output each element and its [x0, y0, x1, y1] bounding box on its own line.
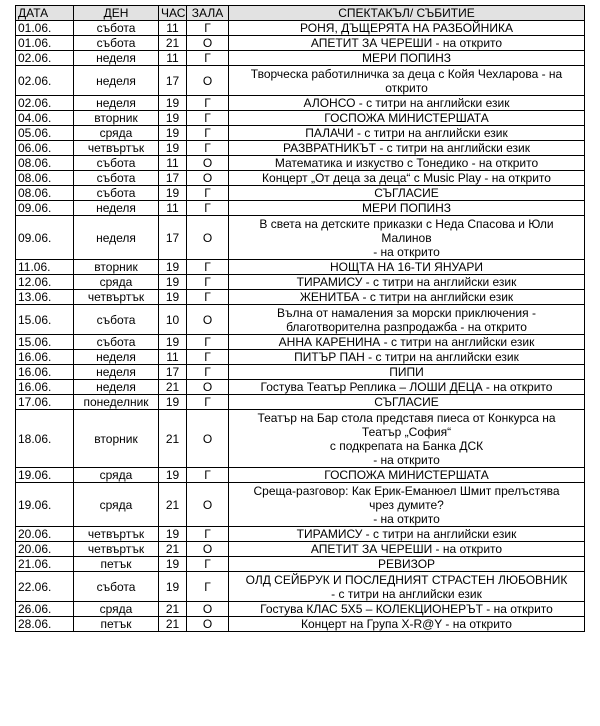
cell-day: петък: [74, 557, 159, 572]
cell-day: неделя: [74, 51, 159, 66]
cell-hall: О: [187, 483, 229, 527]
cell-event: [229, 21, 585, 36]
cell-day: четвъртък: [74, 542, 159, 557]
table-row: [16, 468, 585, 483]
cell-date: 26.06.: [16, 602, 74, 617]
cell-time: 19: [159, 141, 187, 156]
table-row: [16, 171, 585, 186]
table-row: [16, 380, 585, 395]
event-line: МЕРИ ПОПИНЗ: [361, 51, 452, 65]
cell-day: петък: [74, 617, 159, 632]
event-line: Театър „София“: [361, 424, 452, 439]
cell-time: 19: [159, 527, 187, 542]
cell-time: 11: [159, 51, 187, 66]
cell-event: [229, 527, 585, 542]
cell-hall: О: [187, 410, 229, 468]
header-row: [16, 6, 585, 21]
table-row: [16, 483, 585, 527]
cell-day: събота: [74, 36, 159, 51]
cell-time: 21: [159, 483, 187, 527]
cell-day: понеделник: [74, 395, 159, 410]
table-row: [16, 96, 585, 111]
cell-date: 12.06.: [16, 275, 74, 290]
cell-time: 19: [159, 290, 187, 305]
cell-time: 21: [159, 410, 187, 468]
cell-day: вторник: [74, 260, 159, 275]
cell-date: 01.06.: [16, 21, 74, 36]
cell-day: четвъртък: [74, 141, 159, 156]
cell-date: 15.06.: [16, 335, 74, 350]
table-row: [16, 602, 585, 617]
cell-date: 20.06.: [16, 527, 74, 542]
cell-day: събота: [74, 572, 159, 602]
cell-hall: Г: [187, 126, 229, 141]
cell-date: 09.06.: [16, 216, 74, 260]
cell-day: сряда: [74, 602, 159, 617]
cell-day: неделя: [74, 380, 159, 395]
event-line: открито: [385, 80, 428, 95]
cell-hall: О: [187, 602, 229, 617]
cell-time: 19: [159, 111, 187, 126]
cell-hall: Г: [187, 527, 229, 542]
cell-time: 21: [159, 36, 187, 51]
table-row: [16, 572, 585, 602]
table-row: [16, 350, 585, 365]
event-line: Гостува Театър Реплика – ЛОШИ ДЕЦА - на открито: [260, 380, 553, 394]
cell-day: вторник: [74, 111, 159, 126]
cell-date: 02.06.: [16, 66, 74, 96]
cell-date: 08.06.: [16, 171, 74, 186]
cell-time: 21: [159, 602, 187, 617]
table-row: [16, 410, 585, 468]
event-line: - на открито: [373, 511, 440, 526]
event-line: ПАЛАЧИ - с титри на английски език: [305, 126, 508, 140]
cell-event: [229, 483, 585, 527]
cell-day: сряда: [74, 483, 159, 527]
cell-date: 17.06.: [16, 395, 74, 410]
event-line: - на открито: [373, 452, 440, 467]
cell-date: 21.06.: [16, 557, 74, 572]
event-line: Малинов: [381, 230, 432, 245]
cell-day: неделя: [74, 201, 159, 216]
cell-time: 19: [159, 335, 187, 350]
table-row: [16, 290, 585, 305]
cell-hall: Г: [187, 186, 229, 201]
table-row: [16, 126, 585, 141]
cell-time: 17: [159, 171, 187, 186]
header-time: ЧАС: [159, 6, 187, 21]
cell-day: сряда: [74, 275, 159, 290]
event-line: ТИРАМИСУ - с титри на английски език: [296, 527, 517, 541]
header-event: СПЕКТАКЪЛ/ СЪБИТИЕ: [229, 6, 585, 21]
event-line: ПИПИ: [389, 365, 424, 379]
cell-time: 10: [159, 305, 187, 335]
event-line: АННА КАРЕНИНА - с титри на английски език: [278, 335, 535, 349]
cell-date: 01.06.: [16, 36, 74, 51]
cell-event: [229, 275, 585, 290]
cell-date: 15.06.: [16, 305, 74, 335]
cell-time: 19: [159, 468, 187, 483]
cell-event: [229, 111, 585, 126]
cell-time: 19: [159, 186, 187, 201]
table-row: [16, 186, 585, 201]
cell-event: [229, 96, 585, 111]
event-line: ЖЕНИТБА - с титри на английски език: [299, 290, 514, 304]
cell-hall: О: [187, 542, 229, 557]
event-line: Творческа работилничка за деца с Койя Чехларова - на: [250, 66, 563, 81]
cell-event: [229, 617, 585, 632]
schedule-body: [16, 21, 585, 632]
cell-date: 28.06.: [16, 617, 74, 632]
cell-hall: Г: [187, 275, 229, 290]
cell-date: 16.06.: [16, 350, 74, 365]
table-row: [16, 542, 585, 557]
event-line: Гостува КЛАС 5Х5 – КОЛЕКЦИОНЕРЪТ - на открито: [260, 602, 553, 616]
cell-day: неделя: [74, 96, 159, 111]
cell-hall: О: [187, 36, 229, 51]
cell-event: [229, 335, 585, 350]
table-row: [16, 305, 585, 335]
cell-date: 02.06.: [16, 51, 74, 66]
cell-time: 21: [159, 380, 187, 395]
event-line: ОЛД СЕЙБРУК И ПОСЛЕДНИЯТ СТРАСТЕН ЛЮБОВНИК: [245, 572, 568, 587]
cell-event: [229, 468, 585, 483]
event-line: - на открито: [373, 244, 440, 259]
cell-time: 11: [159, 156, 187, 171]
cell-event: [229, 365, 585, 380]
cell-event: [229, 395, 585, 410]
event-line: Математика и изкуство с Тонедико - на открито: [274, 156, 539, 170]
cell-hall: Г: [187, 395, 229, 410]
cell-time: 21: [159, 542, 187, 557]
cell-date: 02.06.: [16, 96, 74, 111]
cell-time: 11: [159, 201, 187, 216]
cell-date: 13.06.: [16, 290, 74, 305]
cell-hall: О: [187, 305, 229, 335]
event-line: - с титри на английски език: [331, 586, 482, 601]
table-row: [16, 335, 585, 350]
cell-hall: О: [187, 156, 229, 171]
cell-day: неделя: [74, 350, 159, 365]
cell-time: 11: [159, 21, 187, 36]
event-line: В света на детските приказки с Неда Спасова и Юли: [259, 216, 554, 231]
cell-time: 19: [159, 275, 187, 290]
cell-time: 19: [159, 260, 187, 275]
cell-day: събота: [74, 156, 159, 171]
cell-time: 21: [159, 617, 187, 632]
event-line: Концерт на Група X-R@Y - на открито: [301, 617, 512, 631]
cell-date: 20.06.: [16, 542, 74, 557]
cell-day: неделя: [74, 216, 159, 260]
cell-day: събота: [74, 186, 159, 201]
cell-time: 19: [159, 572, 187, 602]
event-line: СЪГЛАСИЕ: [374, 395, 439, 409]
cell-time: 19: [159, 96, 187, 111]
schedule-table: [15, 5, 585, 632]
cell-date: 11.06.: [16, 260, 74, 275]
cell-event: [229, 216, 585, 260]
cell-event: [229, 305, 585, 335]
cell-day: четвъртък: [74, 290, 159, 305]
table-row: [16, 66, 585, 96]
event-line: Театър на Бар стола представя пиеса от Конкурса на: [257, 410, 556, 425]
header-hall: ЗАЛА: [187, 6, 229, 21]
event-line: СЪГЛАСИЕ: [374, 186, 439, 200]
event-line: Концерт „От деца за деца“ с Music Play - на открито: [262, 171, 551, 185]
cell-day: неделя: [74, 66, 159, 96]
cell-hall: Г: [187, 572, 229, 602]
event-line: ГОСПОЖА МИНИСТЕРШАТА: [324, 111, 489, 125]
table-row: [16, 141, 585, 156]
cell-event: [229, 260, 585, 275]
cell-event: [229, 171, 585, 186]
cell-hall: О: [187, 66, 229, 96]
table-row: [16, 21, 585, 36]
cell-event: [229, 66, 585, 96]
cell-hall: Г: [187, 468, 229, 483]
table-row: [16, 617, 585, 632]
table-row: [16, 51, 585, 66]
cell-day: сряда: [74, 126, 159, 141]
cell-event: [229, 350, 585, 365]
table-row: [16, 156, 585, 171]
cell-hall: Г: [187, 365, 229, 380]
cell-time: 19: [159, 557, 187, 572]
cell-event: [229, 51, 585, 66]
event-line: НОЩТА НА 16-ТИ ЯНУАРИ: [330, 260, 483, 274]
header-day: ДЕН: [74, 6, 159, 21]
event-line: АПЕТИТ ЗА ЧЕРЕШИ - на открито: [310, 36, 503, 50]
cell-hall: Г: [187, 335, 229, 350]
cell-event: [229, 201, 585, 216]
cell-hall: Г: [187, 111, 229, 126]
cell-date: 04.06.: [16, 111, 74, 126]
cell-day: вторник: [74, 410, 159, 468]
cell-time: 17: [159, 216, 187, 260]
cell-hall: Г: [187, 51, 229, 66]
table-row: [16, 557, 585, 572]
cell-time: 19: [159, 126, 187, 141]
event-line: ПИТЪР ПАН - с титри на английски език: [294, 350, 519, 364]
cell-day: събота: [74, 21, 159, 36]
cell-time: 17: [159, 365, 187, 380]
cell-day: събота: [74, 335, 159, 350]
event-line: благотворителна разпродажба - на открито: [286, 319, 527, 334]
table-row: [16, 216, 585, 260]
cell-date: 05.06.: [16, 126, 74, 141]
event-line: с подкрепата на Банка ДСК: [329, 438, 484, 453]
cell-time: 19: [159, 395, 187, 410]
cell-hall: Г: [187, 260, 229, 275]
cell-day: неделя: [74, 365, 159, 380]
event-line: чрез думите?: [369, 497, 444, 512]
event-line: МЕРИ ПОПИНЗ: [361, 201, 452, 215]
cell-hall: Г: [187, 141, 229, 156]
cell-event: [229, 602, 585, 617]
schedule-header: [16, 6, 585, 21]
cell-date: 18.06.: [16, 410, 74, 468]
cell-hall: Г: [187, 201, 229, 216]
cell-event: [229, 156, 585, 171]
cell-hall: Г: [187, 21, 229, 36]
cell-date: 09.06.: [16, 201, 74, 216]
cell-hall: Г: [187, 557, 229, 572]
cell-date: 22.06.: [16, 572, 74, 602]
cell-event: [229, 36, 585, 51]
cell-event: [229, 290, 585, 305]
cell-date: 08.06.: [16, 186, 74, 201]
event-line: ГОСПОЖА МИНИСТЕРШАТА: [324, 468, 489, 482]
cell-hall: О: [187, 617, 229, 632]
cell-day: събота: [74, 305, 159, 335]
header-date: ДАТА: [16, 6, 74, 21]
cell-date: 08.06.: [16, 156, 74, 171]
cell-event: [229, 542, 585, 557]
cell-day: сряда: [74, 468, 159, 483]
table-row: [16, 275, 585, 290]
cell-event: [229, 141, 585, 156]
cell-event: [229, 380, 585, 395]
cell-day: четвъртък: [74, 527, 159, 542]
event-line: ТИРАМИСУ - с титри на английски език: [296, 275, 517, 289]
table-row: [16, 395, 585, 410]
table-row: [16, 111, 585, 126]
table-row: [16, 527, 585, 542]
cell-day: събота: [74, 171, 159, 186]
event-line: АЛОНСО - с титри на английски език: [303, 96, 510, 110]
cell-event: [229, 410, 585, 468]
table-row: [16, 201, 585, 216]
event-line: Среща-разговор: Как Ерик-Еманюел Шмит прелъстява: [253, 483, 560, 498]
cell-time: 11: [159, 350, 187, 365]
cell-date: 19.06.: [16, 483, 74, 527]
event-line: РАЗВРАТНИКЪТ - с титри на английски език: [282, 141, 531, 155]
cell-hall: Г: [187, 350, 229, 365]
cell-event: [229, 186, 585, 201]
cell-time: 17: [159, 66, 187, 96]
cell-hall: О: [187, 380, 229, 395]
cell-event: [229, 126, 585, 141]
table-row: [16, 260, 585, 275]
table-row: [16, 36, 585, 51]
cell-hall: О: [187, 171, 229, 186]
cell-date: 16.06.: [16, 365, 74, 380]
cell-event: [229, 557, 585, 572]
event-line: АПЕТИТ ЗА ЧЕРЕШИ - на открито: [310, 542, 503, 556]
cell-hall: Г: [187, 290, 229, 305]
event-line: РОНЯ, ДЪЩЕРЯТА НА РАЗБОЙНИКА: [300, 21, 513, 35]
cell-date: 19.06.: [16, 468, 74, 483]
cell-date: 06.06.: [16, 141, 74, 156]
cell-hall: Г: [187, 96, 229, 111]
table-row: [16, 365, 585, 380]
event-line: Вълна от намаления за морски приключения -: [277, 305, 536, 320]
cell-hall: О: [187, 216, 229, 260]
cell-date: 16.06.: [16, 380, 74, 395]
event-line: РЕВИЗОР: [377, 557, 436, 571]
cell-event: [229, 572, 585, 602]
